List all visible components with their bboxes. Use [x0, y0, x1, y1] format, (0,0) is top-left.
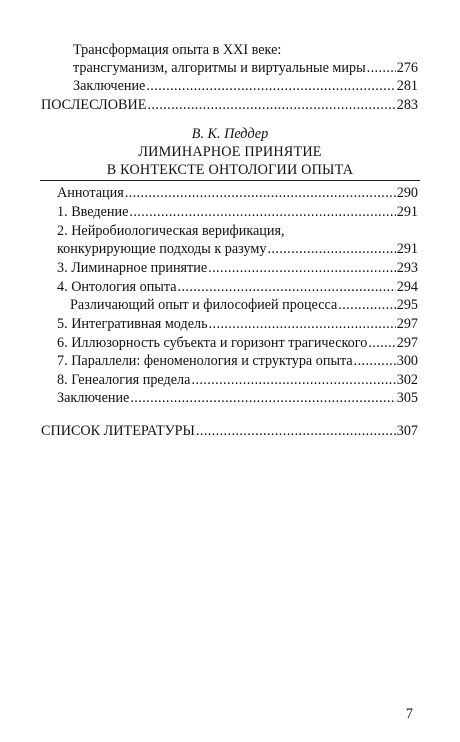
toc-entry-distinguishing[interactable]: [70, 297, 418, 314]
toc-entry-page: 305: [396, 390, 418, 406]
section-divider: [40, 180, 420, 181]
toc-entry-liminal[interactable]: [57, 260, 418, 277]
toc-entry-page: 281: [396, 78, 418, 94]
toc-entry-page: 302: [396, 372, 418, 388]
toc-entry-transform[interactable]: [73, 60, 418, 77]
section-author: В. К. Педдер: [191, 126, 269, 142]
toc-entry-page: 290: [396, 185, 418, 201]
leader-dots: [178, 279, 396, 296]
toc-entry-label: конкурирующие подходы к разуму: [57, 241, 267, 257]
toc-entry-conclusion-2[interactable]: [57, 390, 418, 407]
leader-dots: [267, 241, 395, 258]
leader-dots: [208, 260, 396, 277]
leader-dots: [367, 60, 396, 77]
toc-entry-annotation[interactable]: [57, 185, 418, 202]
toc-entry-page: 297: [396, 316, 418, 332]
toc-entry-genealogy[interactable]: [57, 372, 418, 389]
leader-dots: [146, 78, 395, 95]
toc-entry-label: 3. Лиминарное принятие: [57, 260, 208, 276]
toc-entry-bibliography[interactable]: [41, 423, 418, 440]
toc-entry-label: 8. Генеалогия предела: [57, 372, 191, 388]
leader-dots: [354, 353, 396, 370]
toc-entry-label: Заключение: [73, 78, 146, 94]
toc-entry-label: Различающий опыт и философией процесса: [70, 297, 338, 313]
toc-entry-page: 276: [396, 60, 418, 76]
toc-entry-label: СПИСОК ЛИТЕРАТУРЫ: [41, 423, 195, 439]
page-number: 7: [405, 706, 413, 722]
leader-dots: [147, 97, 395, 114]
leader-dots: [129, 204, 395, 221]
toc-entry-page: 300: [396, 353, 418, 369]
toc-entry-neuro[interactable]: [57, 241, 418, 258]
toc-entry-label: 4. Онтология опыта: [57, 279, 177, 295]
toc-entry-page: 283: [396, 97, 418, 113]
toc-entry-label: Аннотация: [57, 185, 124, 201]
toc-entry-illusory[interactable]: [57, 335, 418, 352]
toc-entry-page: 291: [396, 241, 418, 257]
toc-entry-ontology[interactable]: [57, 279, 418, 296]
toc-entry-label: 7. Параллели: феноменология и структура опыта: [57, 353, 353, 369]
leader-dots: [130, 390, 395, 407]
leader-dots: [191, 372, 395, 389]
toc-entry-label: трансгуманизм, алгоритмы и виртуальные миры: [73, 60, 366, 76]
toc-entry-page: 291: [396, 204, 418, 220]
section-title-line1: ЛИМИНАРНОЕ ПРИНЯТИЕ: [138, 144, 322, 160]
toc-entry-page: 295: [396, 297, 418, 313]
leader-dots: [338, 297, 395, 314]
toc-entry-page: 294: [396, 279, 418, 295]
toc-entry-label: 6. Иллюзорность субъекта и горизонт трагического: [57, 335, 368, 351]
leader-dots: [368, 335, 395, 352]
toc-entry-neuro-line1: [57, 223, 285, 240]
toc-entry-transform-line1: [73, 42, 281, 59]
toc-entry-page: 297: [396, 335, 418, 351]
toc-entry-introduction[interactable]: [57, 204, 418, 221]
toc-entry-label: 5. Интегративная модель: [57, 316, 208, 332]
leader-dots: [196, 423, 396, 440]
toc-entry-page: 293: [396, 260, 418, 276]
leader-dots: [125, 185, 396, 202]
toc-entry-page: 307: [396, 423, 418, 439]
toc-entry-label: ПОСЛЕСЛОВИЕ: [41, 97, 147, 113]
section-title-line2: В КОНТЕКСТЕ ОНТОЛОГИИ ОПЫТА: [106, 162, 354, 178]
toc-entry-integrative[interactable]: [57, 316, 418, 333]
toc-entry-parallels[interactable]: [57, 353, 418, 370]
leader-dots: [209, 316, 396, 333]
toc-entry-afterword[interactable]: [41, 97, 418, 114]
toc-entry-label: Трансформация опыта в XXI веке:: [73, 42, 282, 58]
toc-entry-label: 2. Нейробиологическая верификация,: [57, 223, 285, 239]
toc-entry-label: 1. Введение: [57, 204, 129, 220]
toc-entry-label: Заключение: [57, 390, 130, 406]
toc-entry-conclusion-1[interactable]: [73, 78, 418, 95]
